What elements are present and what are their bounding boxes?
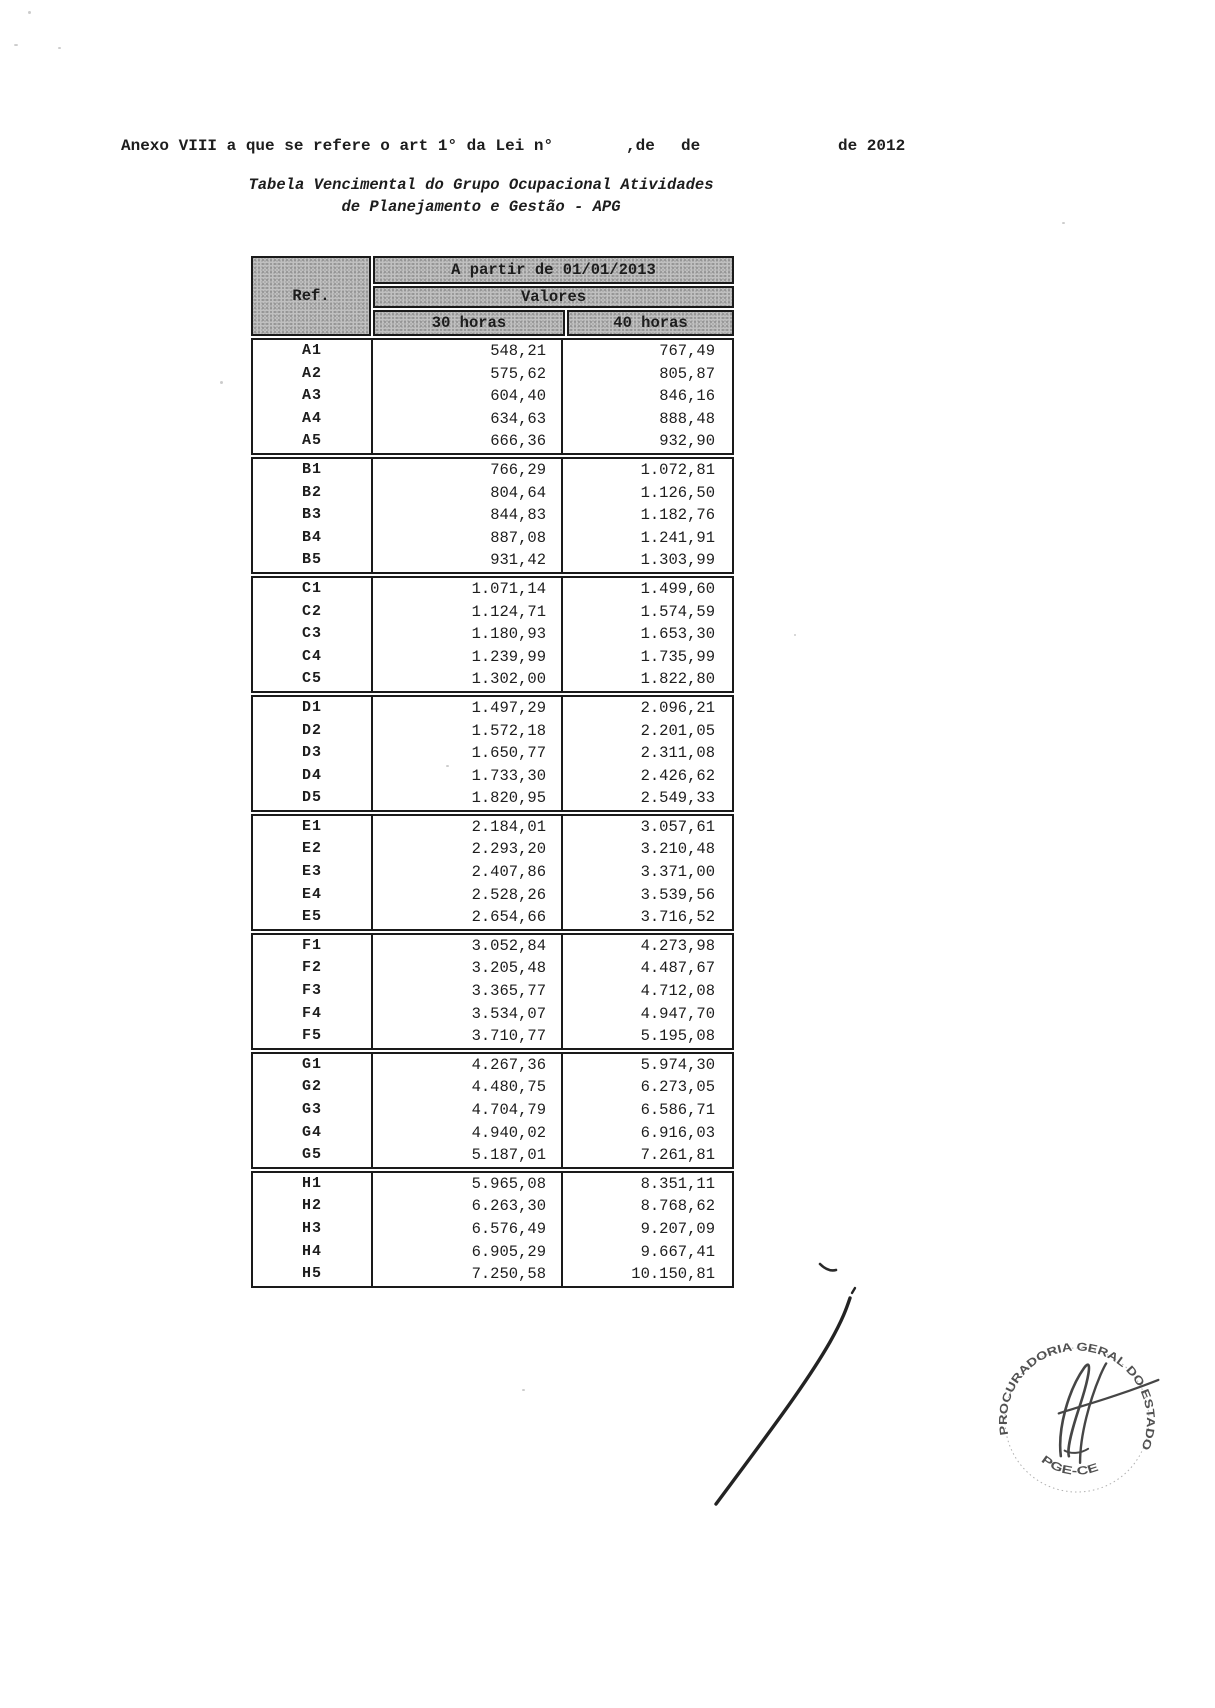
table-group-C: [251, 576, 734, 693]
ref-cell: F3: [301, 982, 322, 1000]
stamp-outline: [996, 1339, 1159, 1502]
header-right-stack: [373, 256, 734, 336]
table-group-F: [251, 933, 734, 1050]
value-40h-cell: 1.653,30: [640, 625, 715, 644]
value-30h-cell: 2.407,86: [371, 861, 563, 884]
header-period-cell: A partir de 01/01/2013: [373, 256, 734, 284]
value-30h-cell: 634,63: [371, 408, 563, 431]
annex-text: Anexo VIII a que se refere o art 1° da Lei n°: [121, 137, 554, 155]
value-40h-cell: 2.096,21: [640, 698, 715, 717]
value-30h-cell: 6.905,29: [371, 1241, 563, 1264]
value-40h-cell: 6.273,05: [640, 1078, 715, 1097]
table-group-A: [251, 338, 734, 455]
value-30h-cell: 1.572,18: [371, 720, 563, 743]
ref-cell: H2: [301, 1197, 322, 1215]
ref-cell: E4: [301, 885, 322, 903]
value-30h-cell: 1.733,30: [371, 765, 563, 788]
ref-cell: A5: [301, 432, 322, 450]
value-30h-cell: 1.124,71: [371, 601, 563, 624]
value-40h-cell: 8.351,11: [640, 1174, 715, 1193]
value-40h-cell: 7.261,81: [640, 1146, 715, 1165]
annex-de-year: de 2012: [838, 137, 906, 155]
value-30h-cell: 4.704,79: [371, 1099, 563, 1122]
scan-noise-speck: [58, 47, 61, 49]
ref-cell: D5: [301, 789, 322, 807]
ref-cell: B2: [301, 483, 322, 501]
ref-cell: F1: [301, 936, 322, 954]
value-30h-cell: 1.071,14: [371, 578, 563, 601]
ref-cell: C4: [301, 647, 322, 665]
value-30h-cell: 575,62: [371, 363, 563, 386]
stamp-bottom-text: PGE-CE: [1038, 1453, 1097, 1478]
stamp-signature: [1052, 1358, 1159, 1472]
ref-cell: C2: [301, 602, 322, 620]
value-30h-cell: 3.365,77: [371, 980, 563, 1003]
value-30h-cell: 804,64: [371, 482, 563, 505]
value-30h-cell: 548,21: [371, 340, 563, 363]
value-40h-cell: 1.822,80: [640, 670, 715, 689]
ref-cell: D1: [301, 698, 322, 716]
pen-tick: [820, 1264, 836, 1270]
value-40h-cell: 4.947,70: [640, 1004, 715, 1023]
value-30h-cell: 2.654,66: [371, 906, 563, 929]
ref-cell: E3: [301, 863, 322, 881]
value-30h-cell: 1.239,99: [371, 646, 563, 669]
stamp-ring-text: PROCURADORIA GERAL DO ESTADO: [997, 1341, 1157, 1450]
scan-noise-speck: [220, 381, 223, 384]
value-30h-cell: 1.302,00: [371, 668, 563, 691]
table-group-G: [251, 1052, 734, 1169]
value-30h-cell: 887,08: [371, 527, 563, 550]
ref-cell: G3: [301, 1101, 322, 1118]
value-30h-cell: 3.710,77: [371, 1025, 563, 1048]
ref-cell: C3: [301, 625, 322, 643]
ref-cell: F4: [301, 1004, 322, 1022]
ref-cell: H5: [301, 1265, 322, 1283]
document-title: [246, 174, 716, 218]
ref-cell: G4: [301, 1123, 322, 1141]
value-30h-cell: 604,40: [371, 385, 563, 408]
value-40h-cell: 6.916,03: [640, 1123, 715, 1142]
ref-cell: A2: [301, 364, 322, 382]
scan-noise-speck: [28, 11, 31, 14]
value-40h-cell: 8.768,62: [640, 1197, 715, 1216]
value-30h-cell: 2.293,20: [371, 838, 563, 861]
value-40h-cell: 3.371,00: [640, 863, 715, 882]
ref-cell: F2: [301, 959, 322, 977]
value-30h-cell: 1.820,95: [371, 787, 563, 810]
svg-text:PROCURADORIA GERAL DO ESTADO: [995, 1331, 1166, 1457]
value-30h-cell: 2.184,01: [371, 816, 563, 839]
salary-table: [251, 256, 734, 1290]
value-40h-cell: 4.487,67: [640, 959, 715, 978]
scan-noise-speck: [794, 634, 796, 636]
ref-cell: A3: [301, 387, 322, 405]
header-40h-cell: 40 horas: [567, 310, 734, 336]
ref-cell: B5: [301, 551, 322, 569]
value-40h-cell: 4.273,98: [640, 936, 715, 955]
value-30h-cell: 844,83: [371, 504, 563, 527]
ref-cell: H3: [301, 1219, 322, 1237]
table-body: [251, 338, 734, 1288]
value-40h-cell: 888,48: [659, 409, 715, 428]
annex-comma-de: ,de: [626, 137, 655, 155]
value-30h-cell: 5.187,01: [371, 1144, 563, 1167]
value-40h-cell: 1.182,76: [640, 506, 715, 525]
value-30h-cell: 1.180,93: [371, 623, 563, 646]
value-30h-cell: 766,29: [371, 459, 563, 482]
header-valores-cell: Valores: [373, 286, 734, 308]
value-30h-cell: 2.528,26: [371, 884, 563, 907]
ref-cell: D4: [301, 766, 322, 784]
header-hours-row: [373, 310, 734, 336]
value-30h-cell: 1.650,77: [371, 742, 563, 765]
ref-cell: H1: [301, 1174, 322, 1192]
value-30h-cell: 4.267,36: [371, 1054, 563, 1077]
stamp: [989, 1331, 1167, 1502]
pen-signature-stroke: [716, 1298, 850, 1504]
value-30h-cell: 931,42: [371, 549, 563, 572]
value-40h-cell: 1.241,91: [640, 528, 715, 547]
value-40h-cell: 2.201,05: [640, 721, 715, 740]
table-group-D: [251, 695, 734, 812]
svg-text:PGE-CE: [1038, 1453, 1102, 1481]
value-40h-cell: 3.716,52: [640, 908, 715, 927]
header-30h-cell: 30 horas: [373, 310, 565, 336]
value-30h-cell: 6.576,49: [371, 1218, 563, 1241]
ref-cell: E2: [301, 840, 322, 858]
annex-de: de: [681, 137, 701, 155]
table-header: [251, 256, 734, 336]
value-40h-cell: 1.303,99: [640, 551, 715, 570]
ref-cell: E5: [301, 908, 322, 926]
value-40h-cell: 767,49: [659, 342, 715, 360]
value-30h-cell: 5.965,08: [371, 1173, 563, 1196]
value-40h-cell: 2.549,33: [640, 789, 715, 808]
ref-cell: G2: [301, 1078, 322, 1096]
document-title-line2: de Planejamento e Gestão - APG: [341, 198, 621, 216]
value-40h-cell: 5.195,08: [640, 1027, 715, 1046]
value-40h-cell: 1.072,81: [640, 460, 715, 479]
ref-cell: B4: [301, 528, 322, 546]
value-40h-cell: 2.311,08: [640, 744, 715, 763]
value-30h-cell: 666,36: [371, 430, 563, 453]
ref-cell: D3: [301, 744, 322, 762]
ref-cell: C5: [301, 670, 322, 688]
value-40h-cell: 5.974,30: [640, 1055, 715, 1074]
document-title-line1: Tabela Vencimental do Grupo Ocupacional Atividades: [248, 176, 714, 194]
ref-cell: C1: [301, 579, 322, 597]
value-40h-cell: 1.126,50: [640, 483, 715, 502]
table-group-B: [251, 457, 734, 574]
value-40h-cell: 9.667,41: [640, 1242, 715, 1261]
scan-noise-speck: [522, 1389, 525, 1391]
value-40h-cell: 3.539,56: [640, 885, 715, 904]
value-40h-cell: 846,16: [659, 387, 715, 406]
value-30h-cell: 3.052,84: [371, 935, 563, 958]
ref-cell: G1: [301, 1055, 322, 1073]
value-30h-cell: 7.250,58: [371, 1263, 563, 1286]
value-40h-cell: 805,87: [659, 364, 715, 383]
annex-header-line: [0, 137, 1215, 157]
ref-cell: E1: [301, 817, 322, 835]
ref-cell: A4: [301, 409, 322, 427]
header-ref-cell: Ref.: [251, 256, 371, 336]
value-30h-cell: 4.940,02: [371, 1122, 563, 1145]
ref-cell: F5: [301, 1027, 322, 1045]
ref-cell: D2: [301, 721, 322, 739]
value-40h-cell: 3.210,48: [640, 840, 715, 859]
value-40h-cell: 2.426,62: [640, 766, 715, 785]
value-30h-cell: 1.497,29: [371, 697, 563, 720]
scan-noise-speck: [1062, 222, 1065, 224]
ref-cell: G5: [301, 1146, 322, 1164]
ref-cell: B3: [301, 506, 322, 524]
scan-noise-speck: [14, 44, 18, 46]
value-40h-cell: 3.057,61: [640, 817, 715, 836]
value-30h-cell: 3.205,48: [371, 957, 563, 980]
value-30h-cell: 3.534,07: [371, 1003, 563, 1026]
ref-cell: A1: [301, 342, 322, 359]
value-40h-cell: 6.586,71: [640, 1101, 715, 1119]
value-40h-cell: 10.150,81: [631, 1265, 715, 1284]
table-group-E: [251, 814, 734, 931]
value-40h-cell: 4.712,08: [640, 982, 715, 1001]
value-30h-cell: 6.263,30: [371, 1195, 563, 1218]
pen-stroke-tip: [852, 1288, 855, 1293]
table-group-H: [251, 1171, 734, 1288]
value-40h-cell: 9.207,09: [640, 1219, 715, 1238]
value-40h-cell: 1.574,59: [640, 602, 715, 621]
ref-cell: B1: [301, 460, 322, 478]
value-40h-cell: 1.735,99: [640, 647, 715, 666]
ref-cell: H4: [301, 1242, 322, 1260]
value-30h-cell: 4.480,75: [371, 1076, 563, 1099]
value-40h-cell: 932,90: [659, 432, 715, 451]
value-40h-cell: 1.499,60: [640, 579, 715, 598]
